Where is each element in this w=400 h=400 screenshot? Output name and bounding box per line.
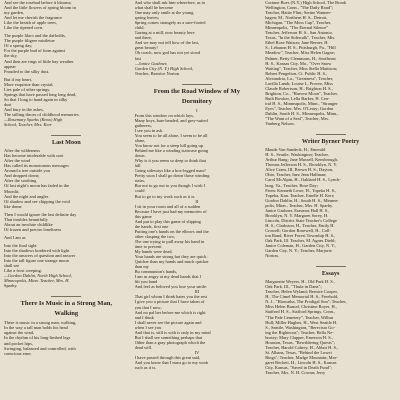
column-middle bbox=[135, 0, 260, 400]
text-line: After the wind bbox=[4, 158, 30, 164]
text-line: Alexandria, La., "Greatness", Teacher, bbox=[265, 75, 334, 81]
text-line: Minneapolis, Minn. Teacher, Mrs. H. bbox=[4, 278, 70, 284]
text-line: Lavilla Lamb; Louise L. Provee, Miss bbox=[265, 80, 333, 86]
text-line: I am as angry at my dead hands that I bbox=[134, 274, 202, 280]
text-line: But not to go out to you though I wish I bbox=[134, 183, 206, 189]
text-line: H. S., Seattle, Washington; Teacher, bbox=[265, 152, 329, 158]
text-line: And let me cherish the fragrance bbox=[4, 15, 63, 21]
text-line: stairs, bbox=[134, 178, 146, 184]
text-line: And put to play this game of slipping bbox=[134, 218, 201, 224]
text-line: Minneapolis, "The Eternal Silence" bbox=[265, 25, 329, 31]
text-line: Hull; Miller Hughes, H., West Seattle H. bbox=[265, 319, 338, 325]
text-line: than my bbox=[134, 264, 150, 270]
text-line: I see you in ask. bbox=[134, 127, 164, 133]
text-line: In the rhythm of his long-limbed legs bbox=[4, 335, 71, 341]
text-line: conscious ease; bbox=[4, 350, 32, 356]
text-line: H. S., Kansas City, Mo., "Over Snow bbox=[265, 60, 332, 66]
text-line: Then I would ignore the last definite day bbox=[4, 211, 77, 217]
text-line: gatherers, bbox=[134, 122, 152, 128]
text-line: Corinne Boes (N.Y.) High School, The Brook bbox=[265, 0, 347, 5]
text-line: Of shadow and see chipping the void bbox=[4, 198, 70, 204]
text-line: Claude Robertson, H., Brighton H. S., bbox=[265, 85, 333, 91]
text-line: you that I now; bbox=[134, 304, 162, 310]
section-divider bbox=[51, 135, 81, 136]
text-line: Around a tree outside you bbox=[4, 168, 51, 174]
text-line: Lincoln, District State Teacher's College bbox=[265, 217, 337, 223]
text-line: Brighton, Co., "Harvest Moon", Teacher, bbox=[265, 90, 338, 96]
text-line: —Rosemary Sparks (Knox) High bbox=[4, 117, 63, 123]
text-line: Quicker than my hands and much quicker bbox=[134, 259, 209, 265]
poem-title-last-moon: Last Moon bbox=[51, 139, 81, 147]
text-line: And the night and angles bbox=[4, 193, 49, 199]
text-line: —Janice Gashner, bbox=[134, 60, 168, 66]
text-line: tral H. S., Minneapolis, Minn., "Stranger bbox=[265, 100, 338, 106]
text-line: Like the ripened corn. bbox=[4, 25, 44, 31]
section-title-honor-poetry: Writer Byrner Poetry bbox=[301, 138, 360, 146]
poem-road-part-iv bbox=[135, 355, 260, 370]
text-line: Teacher, Harold Cobrey, H., Abbot H. S., bbox=[265, 344, 339, 350]
text-line: hagen; M., Northern H. S., Detroit, bbox=[265, 15, 328, 21]
poem-spring-continued-text bbox=[135, 0, 260, 76]
text-line: After the wilderness bbox=[4, 148, 40, 154]
text-line: Texas, "In the Sidewalk", Teacher, Mis. bbox=[265, 35, 336, 41]
column-left bbox=[4, 0, 129, 400]
text-line: The one trying to pull away his hand in bbox=[134, 238, 205, 244]
column-right bbox=[265, 0, 396, 400]
text-line: And see the rosebud before it blooms; bbox=[4, 0, 72, 5]
text-line: Maude Van Sandeck, H., Emerald bbox=[265, 147, 326, 153]
text-line: Oak Park, Ill. Teacher, M. Agnes Diehl; bbox=[265, 238, 336, 244]
text-line: About an involute childlike bbox=[4, 221, 53, 227]
text-line: Swinging, balanced and controlled, with bbox=[4, 345, 76, 351]
text-line: Garden City, N. Y.; Teacher, Marjorie bbox=[265, 248, 332, 254]
text-line: That girl whom I think hates you the rest bbox=[134, 294, 208, 300]
text-line: Houston, Texas, "Bewildering Quests"; bbox=[265, 339, 335, 345]
section-divider bbox=[316, 266, 346, 267]
text-line: From: Kenneth Lowe, H., Topeka H. S., bbox=[265, 187, 337, 193]
text-line: Waiting", Teacher, Miss Stella Mattison; bbox=[265, 65, 338, 71]
text-line: And then are rings of little bay weather bbox=[4, 58, 74, 64]
text-line: this game bbox=[134, 213, 152, 219]
text-line: dead will. bbox=[134, 344, 153, 350]
poem-title-music-line1: There Is Music in a Strong Man, bbox=[20, 300, 113, 308]
text-line: ing the Righteous"; Teacher, Bella Ne- bbox=[265, 329, 334, 335]
section-divider bbox=[316, 134, 346, 135]
text-line: S., Seattle, Washington, "Berecisto Go- bbox=[265, 324, 336, 330]
text-line: against the wind, bbox=[4, 330, 35, 336]
text-line: and I think bbox=[134, 314, 154, 320]
award-list-top bbox=[265, 0, 396, 126]
text-line: Teacher, Mrs. N. H. Cowan; Jerry bbox=[265, 370, 326, 376]
text-line: And the little flowers of spring bloom in bbox=[4, 5, 76, 11]
text-line: Moonlit, bbox=[4, 188, 20, 194]
text-line: Garden City (N. Y.) High School, bbox=[134, 65, 194, 71]
text-line: Teacher, Helen Wyland; Bernice Cooper, bbox=[265, 289, 338, 295]
text-line: brasey; Mary Clapper, Emerson H. S., bbox=[265, 334, 333, 340]
poem-road-part-iii bbox=[135, 294, 260, 350]
text-line: Robert Pengelton, Ct. Public H. S., bbox=[265, 70, 328, 76]
text-line: Teacher, Beatrice Norton bbox=[134, 70, 180, 76]
text-line: So that I long to hand again in silky bbox=[4, 96, 68, 102]
essays-list bbox=[265, 279, 396, 375]
poem-title-road-window-line1: From the Road Window of My bbox=[153, 87, 241, 95]
text-line: But if my heart, bbox=[4, 76, 33, 82]
text-line: More exquisite than crystal, bbox=[4, 81, 54, 87]
text-line: Spring comes strangely as a sure-footed bbox=[134, 20, 206, 26]
text-line: "The Want of a Seal", Teacher, Mrs. bbox=[265, 116, 330, 122]
text-line: School, Teacher, Mrs. Kerr bbox=[4, 122, 52, 128]
text-line: garet Beckett, H., Lincoln H. S., Kansas bbox=[265, 359, 337, 365]
text-line: You know not for a steep hill going up bbox=[134, 143, 203, 149]
text-line: polis, Minn., Teacher, Mrs. H. Sparby. bbox=[265, 202, 334, 208]
poem-title-road-window-line2: Dormitory bbox=[181, 97, 212, 105]
text-line: like dome bbox=[4, 203, 22, 209]
text-line: Meadow", Teacher, Miss Helen Gagne; bbox=[265, 50, 335, 56]
text-line: Has called its monotonous messages bbox=[4, 163, 69, 169]
text-line: And dropped down; bbox=[4, 173, 40, 179]
text-line: Going sideways like a box-legged man? bbox=[134, 168, 206, 174]
text-line: Vanberg Nelson. bbox=[265, 121, 295, 127]
text-line: Why is it you seem so deep to think that bbox=[134, 158, 206, 164]
text-line: I give you a picture that I have taken of bbox=[134, 299, 205, 305]
text-line: Brooklyn, N. Y. Margaret Sorey, H. bbox=[265, 212, 329, 218]
text-line: H., The Cimel Memorial H. S., Freehold, bbox=[265, 294, 339, 300]
text-line: Carol McAlpin, H., Oakland H. S., Lynch- bbox=[265, 177, 341, 183]
text-line: Into the shadows bordered with light bbox=[4, 247, 70, 253]
text-line: Into the tall figure one strange moon bbox=[4, 258, 69, 264]
text-line: dust bbox=[4, 101, 12, 107]
text-line: And no pal her before me which is right bbox=[134, 309, 206, 315]
text-line: I sit in your room and all of a sudden bbox=[134, 203, 201, 209]
text-line: Ruth Bowker, Lella Barker, H. Cen- bbox=[265, 95, 330, 101]
text-line: Putting one's hands on the elbows and the bbox=[134, 228, 209, 234]
part-number-iv: IV bbox=[194, 349, 200, 355]
text-line: N. J., "Hiawatha, The Prodigal Son"; Teacher, bbox=[265, 299, 347, 305]
text-line: I shall never see the picture again and bbox=[134, 319, 202, 325]
text-line: And feel as beloved you lose your smile. bbox=[134, 284, 208, 290]
text-line: and pocket hips, bbox=[4, 340, 33, 346]
text-line: Michigan, "The Moss Cup", Teacher, bbox=[265, 20, 332, 26]
text-line: And that is, still is with is only in my mind bbox=[134, 329, 211, 335]
text-line: lift you hand bbox=[134, 279, 158, 285]
text-line: From this window on which lays, bbox=[134, 112, 195, 118]
text-line: Wellington, Conn., "The Daily Road"; bbox=[265, 5, 334, 11]
text-line: hill bbox=[134, 163, 141, 169]
text-line: ton Rand, River Forest Township H. S., bbox=[265, 232, 336, 238]
text-line: burg, Va., Teacher, Rose Day; bbox=[265, 182, 318, 188]
text-line: "The Pale Cemetery", Teacher, Wilbur bbox=[265, 314, 334, 320]
text-line: Springs that have passed long long dead, bbox=[4, 91, 77, 97]
text-line: Like the breath of apple trees, bbox=[4, 20, 57, 26]
text-line: fast bbox=[134, 55, 142, 61]
text-line: Palmer, Betty Clemmons, H., Southeast bbox=[265, 55, 336, 61]
text-line: Gazing at a mill, now beauty here bbox=[134, 30, 195, 36]
text-line: time to prevent bbox=[134, 243, 162, 249]
text-line: Ethel Rose Watson; Jane Berner, H. bbox=[265, 40, 329, 46]
text-line: H. S., Clarkston, H., Teacher, Emily H. bbox=[265, 222, 335, 228]
text-line: The purple lilacs and the daffodils, bbox=[4, 33, 66, 39]
text-line: And bury in the ashes, bbox=[4, 106, 44, 112]
text-line: and there, bbox=[134, 35, 153, 41]
text-line: Your hands are strong but they are quick. bbox=[134, 254, 208, 260]
text-line: That troubles beautifully bbox=[4, 216, 48, 222]
text-line: Pretty soon I shall go down those winding bbox=[134, 173, 210, 179]
text-line: could bbox=[134, 188, 145, 194]
text-line: Stafford H. S., Stafford Springs, Conn., bbox=[265, 309, 336, 315]
text-line: In the way a tall man holds his head bbox=[4, 325, 68, 331]
text-line: Into the answers of question and answer bbox=[4, 253, 76, 259]
text-line: shall see bbox=[4, 263, 20, 269]
text-line: And I am as bbox=[4, 234, 26, 240]
text-line: Oak Park, Ill., "Thula in Danz"; bbox=[265, 284, 322, 290]
text-line: Crowell; Gordon Rosewell, H., Coll- bbox=[265, 227, 331, 233]
poem-music-text bbox=[4, 320, 129, 355]
text-line: —Gordon Dahlin, North High School, bbox=[4, 273, 72, 279]
text-line: There is music in a strong man, walking, bbox=[4, 320, 77, 326]
poem-last-moon-text bbox=[4, 148, 129, 288]
section-title-essays: Essays bbox=[321, 270, 340, 278]
text-line: But I shall see something perhaps that bbox=[134, 334, 203, 340]
text-line: Teacher, Jefferson H. S., San Antonio, bbox=[265, 30, 333, 36]
text-line: Many boys, bare headed, and grey-suited bbox=[134, 117, 208, 123]
text-line: Teacher, Hattie Flint; Serine Wanner- bbox=[265, 10, 332, 16]
text-line: Sparby. bbox=[4, 283, 18, 289]
text-line: Of last night's moon has faded in the bbox=[4, 183, 70, 189]
text-line: Oh coach, now god has not yet stood bbox=[134, 50, 201, 56]
text-line: child. bbox=[134, 25, 145, 31]
text-line: my garden, bbox=[4, 10, 24, 16]
poem-spring-text bbox=[4, 0, 129, 127]
text-line: Other than a gray photograph which the bbox=[134, 339, 206, 345]
text-line: After the soothing bbox=[4, 178, 37, 184]
text-line: Eyes", Teacher, Mrs. O'Leary; Gordon bbox=[265, 105, 334, 111]
text-line: Janice Coleman, H., Garden City, N. Y., bbox=[265, 243, 337, 249]
text-line: And we may not tell how of the last, bbox=[134, 40, 200, 46]
poem-road-part-i bbox=[135, 113, 260, 199]
text-line: City, Kansas, "Saved in Death Fund"; bbox=[265, 365, 332, 370]
text-line: The stilling throes of childhood memories. bbox=[4, 111, 80, 117]
text-line: Dahlin, South H. S., Minneapolis, Minn., bbox=[265, 111, 339, 117]
text-line: You seem to be all alone, I seem to be all bbox=[134, 132, 208, 138]
text-line: great beauty! bbox=[134, 45, 158, 51]
section-divider bbox=[51, 296, 81, 297]
text-line: Bu communion's hands, bbox=[134, 269, 178, 275]
text-line: Prouded to the silky dust. bbox=[4, 68, 50, 74]
text-line: the sky, bbox=[4, 53, 18, 59]
text-line: appear bbox=[4, 63, 16, 69]
text-line: Thomas Jefferson H. S., Brooklyn, N. Y. bbox=[265, 162, 338, 168]
text-line: For the purple bud of form against bbox=[4, 48, 66, 54]
text-line: Gordon Dahlin, H., South H. S., Minnea- bbox=[265, 197, 339, 203]
part-number-i: I bbox=[196, 107, 198, 113]
text-line: when I see you bbox=[134, 324, 162, 330]
poem-title-music-line2: Walking bbox=[54, 310, 79, 318]
section-divider bbox=[182, 84, 212, 85]
text-line: Miss Helen Bunsel, Christine Boyer, H., bbox=[265, 304, 337, 310]
text-line: Lies pale of other springs, bbox=[4, 86, 51, 92]
text-line: spring leaves; bbox=[134, 15, 160, 21]
text-line: what shall he become bbox=[134, 5, 173, 11]
text-line: Janice Gashner, Erasmus Hall H. S., bbox=[265, 207, 330, 213]
text-line: Of frozen and precise loneliness bbox=[4, 226, 62, 232]
text-line: Because I have just had my memories of bbox=[134, 208, 207, 214]
text-line: Has become intolerable with soot bbox=[4, 153, 64, 159]
text-line: One may only smile at the young bbox=[134, 10, 194, 16]
part-number-ii: II bbox=[195, 198, 199, 204]
text-line: such as it is. bbox=[134, 365, 157, 371]
text-line: Alice Cram, III, Brown H. S., Dayton, bbox=[265, 167, 334, 173]
text-line: Of a spring day, bbox=[4, 43, 33, 49]
text-line: My hands were dead, bbox=[134, 249, 173, 255]
text-line: down. bbox=[134, 153, 146, 159]
text-line: Into the final sight bbox=[4, 242, 37, 248]
text-line: alone, bbox=[134, 137, 146, 143]
text-line: other clasping the two, bbox=[134, 233, 176, 239]
poem-road-part-ii bbox=[135, 204, 260, 290]
text-line: Like a frost creeping. bbox=[4, 268, 42, 274]
text-line: Marguerite Weyers, H., Old Park H. S., bbox=[265, 279, 335, 285]
text-line: Arthur Bang; Jane Mussell, Kensbrough, bbox=[265, 157, 338, 163]
text-line: Rings"; Teacher, Madge Mountain; Mar- bbox=[265, 354, 338, 360]
text-line: Topeka, Kan. Teacher, Emelle H. Kerr; bbox=[265, 192, 335, 198]
text-line: And who shall ask him wherefore, as to bbox=[134, 0, 206, 5]
part-number-iii: III bbox=[194, 289, 200, 295]
text-line: The purple filigree mistletoe bbox=[4, 38, 55, 44]
text-line: But to go to my work such as it is. bbox=[134, 193, 196, 199]
text-line: I have passed through this great said, bbox=[134, 355, 201, 360]
text-line: Ohio, Teacher, Inez Jean Hallman; bbox=[265, 172, 327, 178]
text-line: Norton. bbox=[265, 253, 279, 259]
text-line: Behind me like a winding staircase going bbox=[134, 148, 209, 154]
text-line: the hands, first one bbox=[134, 223, 169, 229]
text-line: S., Lebanon H. S., Pittsburgh, Pa., "Hill bbox=[265, 45, 336, 51]
honor-poetry-list bbox=[265, 147, 396, 258]
text-line: St. Albans, Texas, "Behind the Lowei bbox=[265, 349, 332, 355]
text-line: And you know that I must go to my work bbox=[134, 360, 209, 366]
